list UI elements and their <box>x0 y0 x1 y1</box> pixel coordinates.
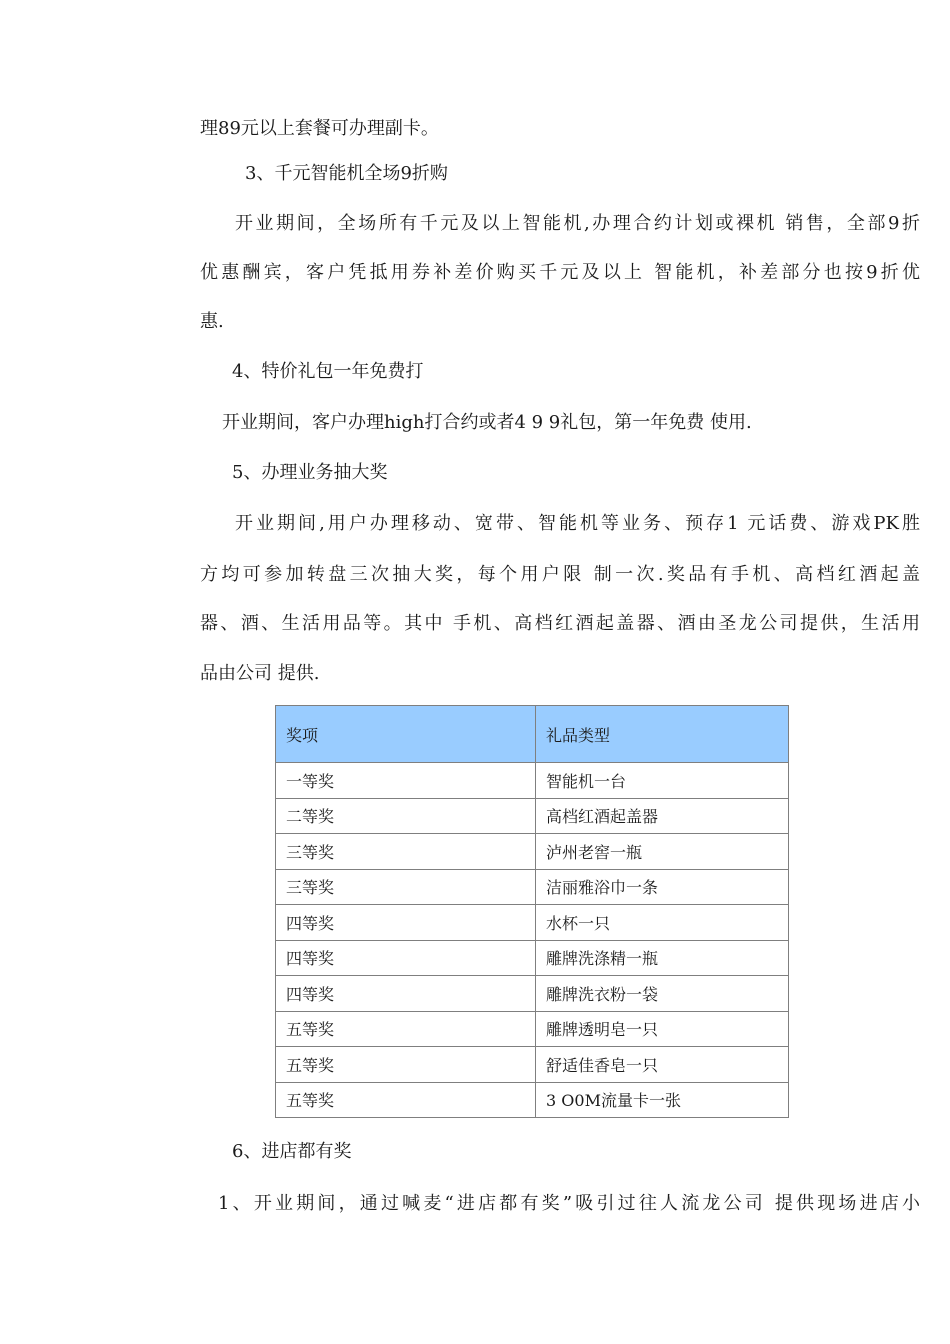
table-row <box>276 798 789 834</box>
paragraph-line: 开业期间，全场所有千元及以上智能机,办理合约计划或裸机 销售，全部9折 <box>235 213 920 234</box>
gift-type-cell: 雕牌透明皂一只 <box>536 1011 789 1047</box>
table-row <box>276 1011 789 1047</box>
paragraph-line: 开业期间，客户办理high打合约或者4 9 9礼包，第一年免费 使用. <box>222 412 752 433</box>
table-row <box>276 834 789 870</box>
gift-type-cell: 舒适佳香皂一只 <box>536 1047 789 1083</box>
section-heading-3: 3、千元智能机全场9折购 <box>245 163 448 184</box>
section-heading-6: 6、进店都有奖 <box>232 1141 352 1162</box>
gift-type-cell: 泸州老窖一瓶 <box>536 834 789 870</box>
table-row <box>276 1047 789 1083</box>
header-gift-type: 礼品类型 <box>536 706 789 763</box>
prize-level-cell: 五等奖 <box>276 1082 536 1118</box>
table-row <box>276 976 789 1012</box>
gift-type-cell: 智能机一台 <box>536 763 789 799</box>
paragraph-line: 品由公司 提供. <box>200 663 320 684</box>
gift-type-cell: 3 O0M流量卡一张 <box>536 1082 789 1118</box>
paragraph-line: 理89元以上套餐可办理副卡。 <box>200 118 439 139</box>
paragraph-line: 1、开业期间，通过喊麦“进店都有奖”吸引过往人流龙公司 提供现场进店小 <box>218 1193 920 1214</box>
prize-level-cell: 二等奖 <box>276 798 536 834</box>
paragraph-line: 惠. <box>200 311 224 332</box>
prize-level-cell: 五等奖 <box>276 1011 536 1047</box>
table-row <box>276 763 789 799</box>
header-prize-level: 奖项 <box>276 706 536 763</box>
section-heading-4: 4、特价礼包一年免费打 <box>232 361 424 382</box>
prize-level-cell: 四等奖 <box>276 940 536 976</box>
table-row <box>276 869 789 905</box>
prize-level-cell: 一等奖 <box>276 763 536 799</box>
gift-type-cell: 雕牌洗涤精一瓶 <box>536 940 789 976</box>
table-row <box>276 1082 789 1118</box>
paragraph-line: 优惠酬宾，客户凭抵用券补差价购买千元及以上 智能机，补差部分也按9折优 <box>200 262 920 283</box>
prize-level-cell: 四等奖 <box>276 976 536 1012</box>
prize-level-cell: 四等奖 <box>276 905 536 941</box>
section-heading-5: 5、办理业务抽大奖 <box>232 462 388 483</box>
gift-type-cell: 雕牌洗衣粉一袋 <box>536 976 789 1012</box>
paragraph-line: 方均可参加转盘三次抽大奖，每个用户限 制一次.奖品有手机、高档红酒起盖 <box>200 564 920 585</box>
table-row <box>276 905 789 941</box>
paragraph-line: 开业期间,用户办理移动、宽带、智能机等业务、预存1 元话费、游戏PK胜 <box>235 513 920 534</box>
gift-type-cell: 洁丽雅浴巾一条 <box>536 869 789 905</box>
gift-type-cell: 高档红酒起盖器 <box>536 798 789 834</box>
prize-table <box>275 705 789 1118</box>
gift-type-cell: 水杯一只 <box>536 905 789 941</box>
table-row <box>276 940 789 976</box>
paragraph-line: 器、酒、生活用品等。其中 手机、高档红酒起盖器、酒由圣龙公司提供，生活用 <box>200 613 920 634</box>
prize-level-cell: 三等奖 <box>276 869 536 905</box>
prize-level-cell: 五等奖 <box>276 1047 536 1083</box>
prize-level-cell: 三等奖 <box>276 834 536 870</box>
table-header-row <box>276 706 789 763</box>
